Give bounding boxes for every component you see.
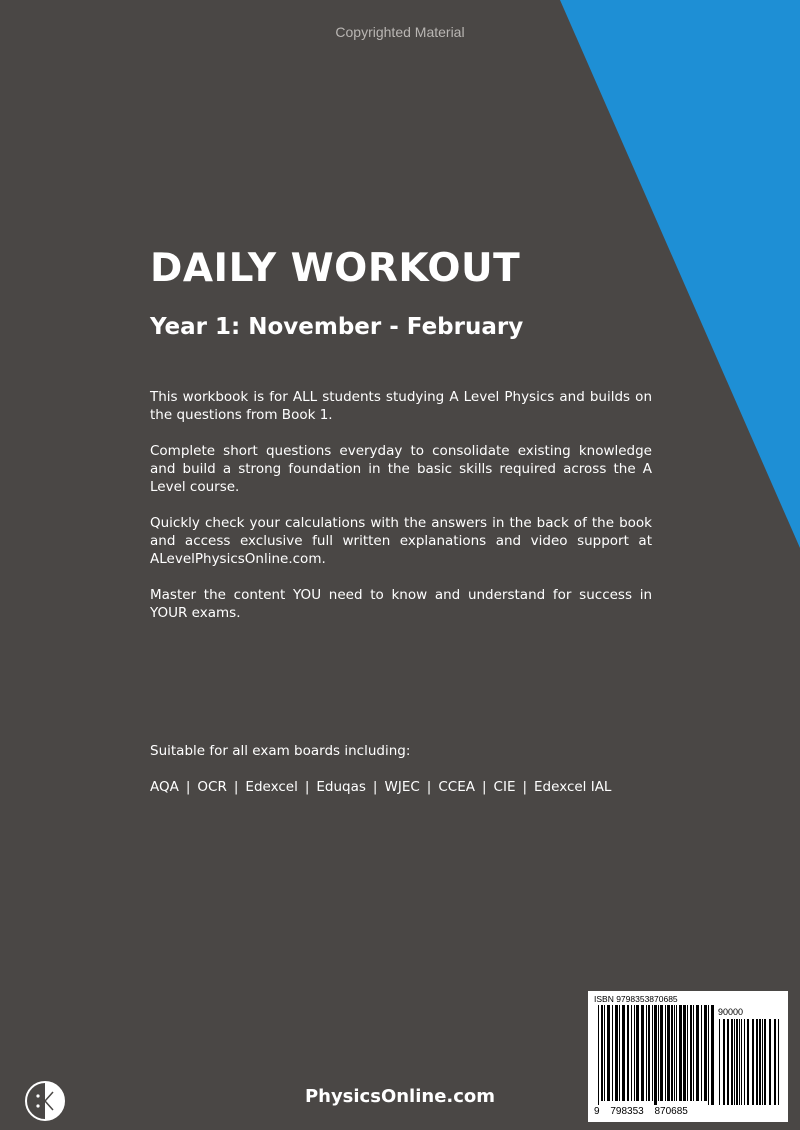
- board-edexcel: Edexcel: [245, 779, 298, 795]
- separator: |: [426, 779, 432, 795]
- separator: |: [185, 779, 191, 795]
- board-eduqas: Eduqas: [316, 779, 366, 795]
- price-code: 90000: [718, 1007, 744, 1017]
- paragraph-1: This workbook is for ALL students studying A Level Physics and builds on the questions from Book 1.: [150, 389, 652, 423]
- board-wjec: WJEC: [384, 779, 420, 795]
- board-edexcel-ial: Edexcel IAL: [534, 779, 612, 795]
- board-cie: CIE: [493, 779, 516, 795]
- separator: |: [481, 779, 487, 795]
- page-subtitle: Year 1: November - February: [150, 314, 524, 340]
- circle-logo-icon: [22, 1078, 68, 1124]
- isbn-label: ISBN 9798353870685: [594, 994, 678, 1004]
- page-title: DAILY WORKOUT: [150, 246, 521, 291]
- exam-boards-intro: Suitable for all exam boards including:: [150, 743, 411, 759]
- separator: |: [233, 779, 239, 795]
- paragraph-2: Complete short questions everyday to consolidate existing knowledge and build a strong foundation in the basic skills required across the A Level course.: [150, 443, 652, 495]
- description: [150, 388, 652, 640]
- paragraph-4: Master the content YOU need to know and understand for success in YOUR exams.: [150, 587, 652, 621]
- board-aqa: AQA: [150, 779, 179, 795]
- board-ccea: CCEA: [438, 779, 475, 795]
- board-ocr: OCR: [197, 779, 227, 795]
- paragraph-3: Quickly check your calculations with the answers in the back of the book and access exclusive full written explanations and video support at ALevelPhysicsOnline.com.: [150, 515, 652, 567]
- watermark: Copyrighted Material: [335, 24, 465, 40]
- footer-brand: PhysicsOnline.com: [304, 1086, 496, 1107]
- exam-boards-list: [150, 779, 611, 795]
- barcode-digits: 9 798353 870685: [594, 1106, 688, 1117]
- separator: |: [522, 779, 528, 795]
- separator: |: [372, 779, 378, 795]
- separator: |: [304, 779, 310, 795]
